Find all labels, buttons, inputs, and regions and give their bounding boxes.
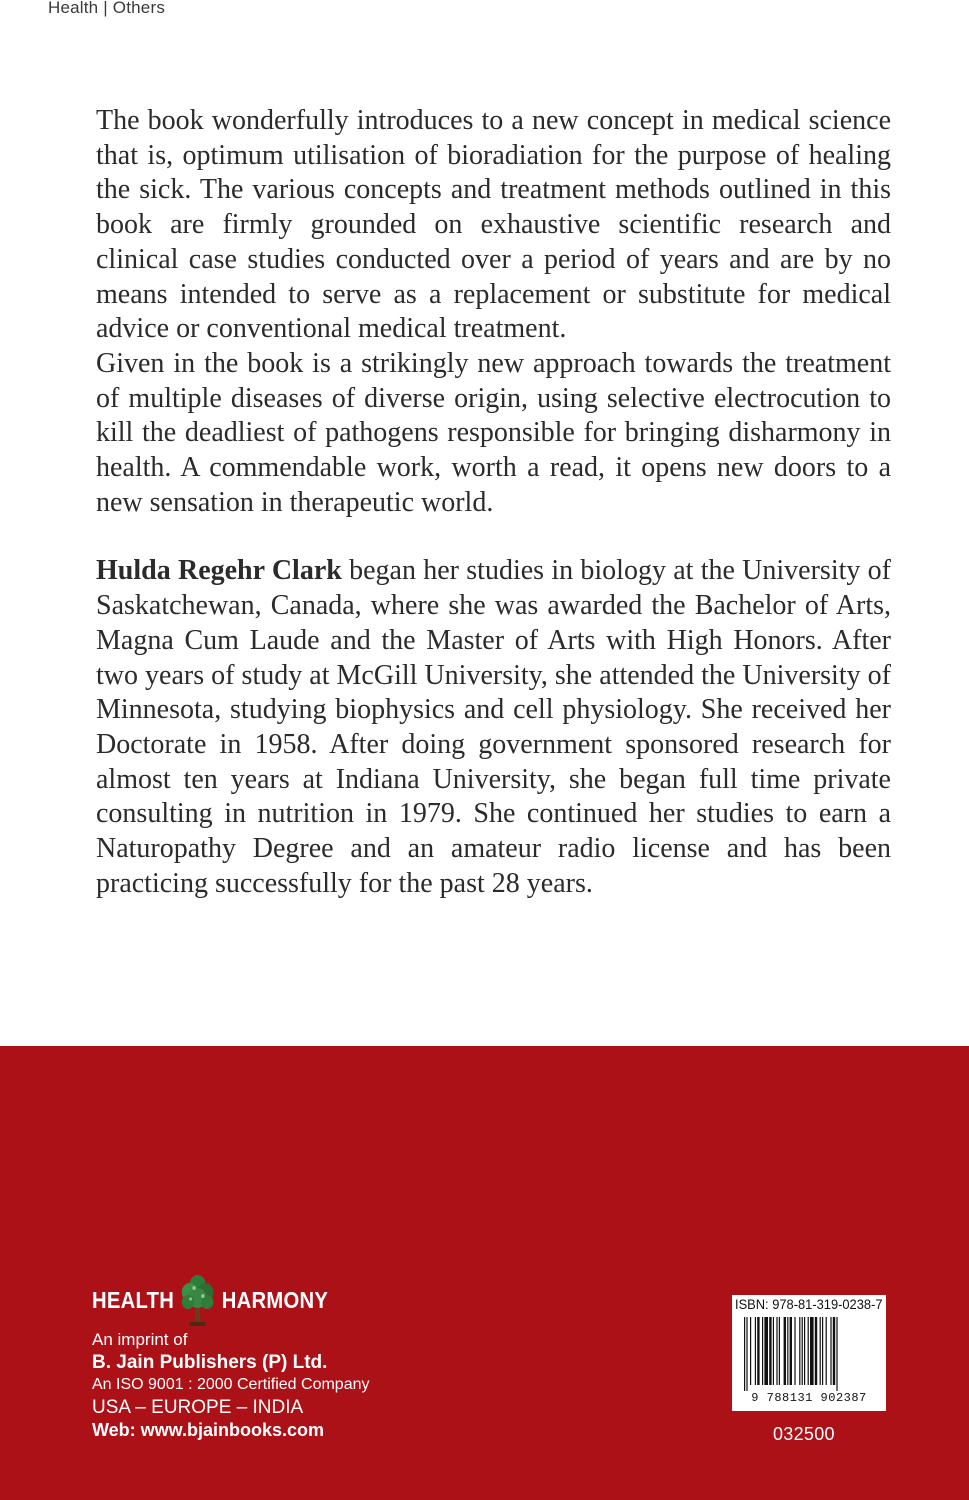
barcode-stripe: [776, 1317, 777, 1385]
certification-text: An ISO 9001 : 2000 Certified Company: [92, 1376, 370, 1393]
isbn-barcode: [732, 1295, 886, 1411]
barcode-stripe: [822, 1317, 823, 1385]
barcode-stripe: [820, 1317, 821, 1385]
barcode-stripe: [799, 1317, 800, 1385]
product-code: 032500: [773, 1424, 835, 1444]
barcode-stripe: [815, 1317, 817, 1385]
barcode-stripe: [826, 1317, 827, 1385]
imprint-label: An imprint of: [92, 1330, 188, 1349]
barcode-stripe: [784, 1317, 786, 1385]
barcode-stripe: [808, 1317, 809, 1385]
barcode-stripe: [779, 1317, 780, 1385]
author-name: Hulda Regehr Clark: [96, 555, 342, 587]
brand-left-text: HEALTH: [92, 1286, 175, 1313]
category-label: Health | Others: [48, 0, 166, 17]
barcode-stripe: [836, 1317, 837, 1391]
barcode-stripe: [790, 1317, 792, 1385]
barcode-stripe: [769, 1317, 771, 1385]
barcode-stripe: [773, 1317, 774, 1385]
barcode-stripe: [755, 1317, 756, 1385]
barcode-stripe: [804, 1317, 805, 1385]
barcode-stripe: [833, 1317, 835, 1385]
barcode-stripe: [744, 1317, 745, 1391]
cover-text: [96, 104, 891, 901]
barcode-stripe: [787, 1317, 788, 1385]
publisher-name: B. Jain Publishers (P) Ltd.: [92, 1351, 328, 1373]
regions-text: USA – EUROPE – INDIA: [92, 1396, 304, 1418]
barcode-digits: 9 788131 902387: [751, 1391, 867, 1405]
web-address: Web: www.bjainbooks.com: [92, 1420, 325, 1440]
author-bio-text: began her studies in biology at the University of Saskatchewan, Canada, where she was awarded the Bachelor of Arts, Magna Cum Laude and the Master of Arts with High Honors. After two years of study at McGill University, she attended the University of Minnesota, studying biophysics and cell physiology. She received her Doctorate in 1958. After doing government sponsored research for almost ten years at Indiana University, she began full time private consulting in nutrition in 1979. She continued her studies to earn a Naturopathy Degree and an amateur radio license and has been practicing successfully for the past 28 years.: [96, 555, 891, 899]
barcode-stripe: [802, 1317, 803, 1385]
barcode-stripe: [794, 1317, 795, 1385]
barcode-stripe: [762, 1317, 763, 1385]
barcode-bars: [744, 1317, 874, 1391]
isbn-number: ISBN: 978-81-319-0238-7: [735, 1296, 883, 1312]
brand-right-text: HARMONY: [221, 1286, 329, 1313]
publisher-info: [92, 1329, 370, 1442]
description-paragraph-2: Given in the book is a strikingly new approach towards the treatment of multiple diseases of diverse origin, using selective electrocution to kill the deadliest of pathogens responsible for bringing disharmony in health. A commendable work, worth a read, it opens new doors to a new sensation in therapeutic world.: [96, 347, 891, 518]
barcode-stripe: [757, 1317, 759, 1385]
barcode-stripe: [750, 1317, 751, 1385]
barcode-stripe: [810, 1317, 814, 1385]
author-bio: [96, 554, 891, 901]
publisher-logo: [92, 1272, 328, 1328]
tree-icon: [178, 1272, 218, 1328]
description-paragraph-1: The book wonderfully introduces to a new concept in medical science that is, optimum utilisation of bioradiation for the purpose of healing the sick. The various concepts and treatment methods outlined in this book are firmly grounded on exhaustive scientific research and clinical case studies conducted over a period of years and are by no means intended to serve as a replacement or substitute for medical advice or conventional medical treatment.: [96, 105, 891, 345]
barcode-stripe: [746, 1317, 747, 1391]
barcode-stripe: [830, 1317, 831, 1385]
barcode-stripe: [764, 1317, 768, 1385]
